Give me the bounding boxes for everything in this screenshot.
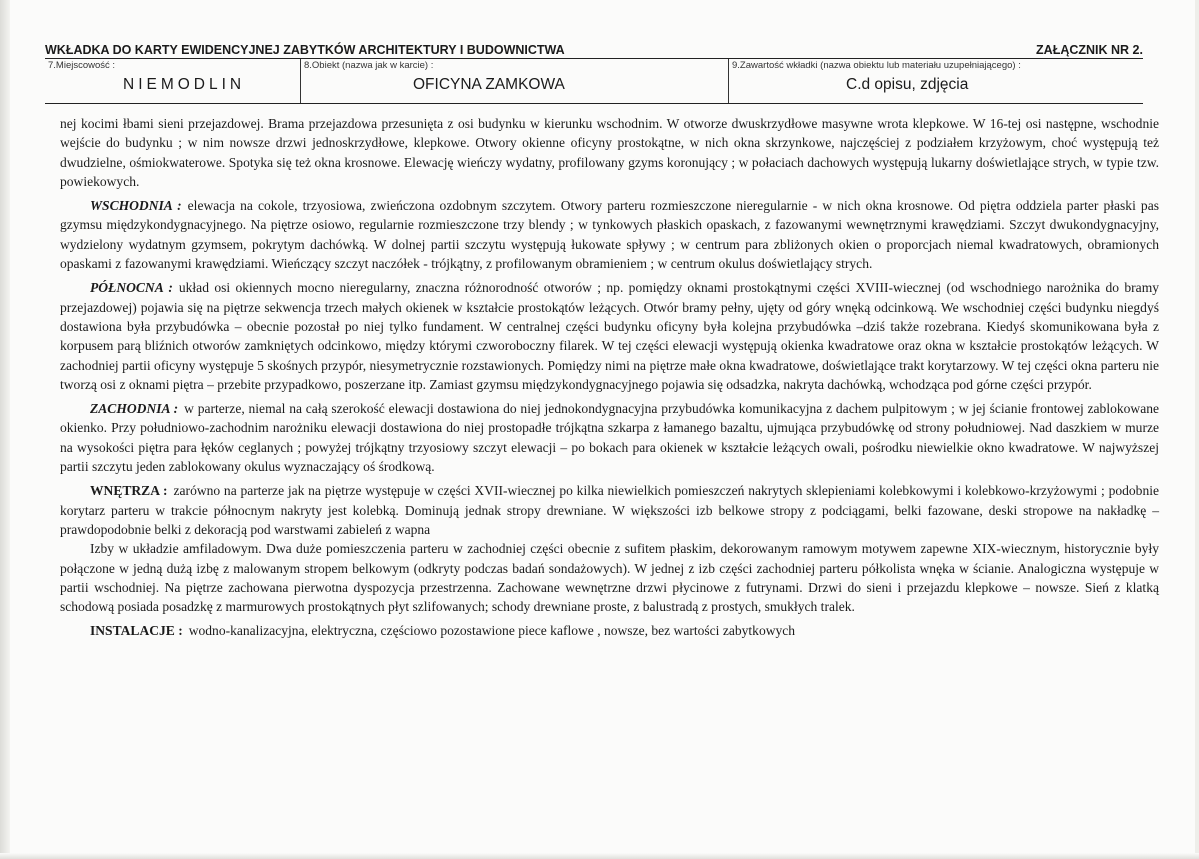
description-body — [60, 114, 1159, 641]
east-elevation-heading: WSCHODNIA : — [90, 198, 182, 214]
east-elevation-paragraph — [60, 196, 1159, 273]
annex-number: ZAŁĄCZNIK NR 2. — [1036, 43, 1143, 57]
installations-heading: INSTALACJE : — [90, 623, 183, 639]
north-elevation-paragraph — [60, 278, 1159, 394]
installations-paragraph — [60, 621, 1159, 640]
content-value: C.d opisu, zdjęcia — [846, 76, 969, 93]
scan-edge-left — [0, 0, 10, 859]
object-cell — [300, 59, 728, 103]
scan-edge-right — [1195, 0, 1199, 859]
installations-text: wodno-kanalizacyjna, elektryczna, częściowo pozostawione piece kaflowe , nowsze, bez wartości zabytkowych — [188, 623, 796, 639]
locality-label: 7.Miejscowość : — [48, 60, 116, 71]
interior-heading: WNĘTRZA : — [90, 483, 168, 499]
interior-text: zarówno na parterze jak na piętrze występuje w części XVII-wiecznej po kilka niewielkich pomieszczeń nakrytych sklepieniami kolebkowymi i kolebkowo-krzyżowymi ; podobnie korytarz parteru w trakcie północnym nakryty jest kolebką. Dominują jednak stropy drewniane. W większości izb belkowe stropy z podciągami, belki fazowane, deski stropowe na nakładkę – prawdopodobnie belki z dekoracją pod warstwami zabieleń z wapna — [60, 483, 1159, 537]
intro-paragraph: nej kocimi łbami sieni przejazdowej. Brama przejazdowa przesunięta z osi budynku w kierunku wschodnim. W otworze dwuskrzydłowe masywne wrota klepkowe. W 16-tej osi następne, wschodnie wejście do budynku ; w nim nowsze drzwi jednoskrzydłowe, klepkowe. Otwory okienne oficyny prostokątne, w nich okna skrzynkowe, najczęściej z podziałem krzyżowym, choć występują też dwudzielne, ośmiokwaterowe. Spotyka się też okna krosnowe. Elewację wieńczy wydatny, profilowany gzyms koronujący ; w połaciach dachowych występują lukarny doświetlające strych, w typie tzw. powiekowych. — [60, 116, 1159, 189]
content-label: 9.Zawartość wkładki (nazwa obiektu lub materiału uzupełniającego) : — [732, 60, 1021, 71]
object-value: OFICYNA ZAMKOWA — [413, 76, 565, 93]
north-elevation-heading: PÓŁNOCNA : — [90, 280, 173, 296]
west-elevation-heading: ZACHODNIA : — [90, 401, 179, 417]
interior-paragraph-2: Izby w układzie amfiladowym. Dwa duże pomieszczenia parteru w zachodniej części obecnie z sufitem płaskim, dekorowanym ramowym motywem zapewne XIX-wiecznym, historycznie były połączone w jedną dużą izbę z malowanym stropem belkowym (odkryty podczas badań sondażowych). W jednej z izb części zachodniej parteru półkolista wnęka w ścianie. Analogiczna występuje w partii wschodniej. Na piętrze zachowana pierwotna dyspozycja przestrzenna. Zachowane wewnętrzne drzwi płycinowe z futrynami. Drzwi do sieni i przejazdu klepkowe – nowsze. Sień z klatką schodową posiada posadzkę z marmurowych prostokątnych płyt szlifowanych; schody drewniane proste, z balustradą z prostych, smukłych tralek. — [60, 541, 1159, 615]
form-fields-row — [45, 58, 1143, 104]
north-elevation-text: układ osi okiennych mocno nieregularny, znaczna różnorodność otworów ; np. pomiędzy oknami prostokątnymi części XVIII-wiecznej (od wschodniego narożnika do bramy przejazdowej) pojawia się na piętrze sekwencja trzech małych okienek w kształcie prostokątów leżących. Otwór bramy pełny, ujęty od góry wnęką odcinkową. We wschodniej części budynku niegdyś dostawiona była przybudówka – obecnie pozostał po niej tylko fundament. W centralnej części budynku oficyny była kolejna przybudówka –dziś także rozebrana. Kiedyś skomunikowana była z korpusem parą bliźnich otworów zamkniętych odcinkowo, między którymi czworoboczny filarek. W tej części elewacji występują okienka kwadratowe oraz okna w kształcie prostokątów leżących. W zachodniej partii oficyny występuje 5 skośnych przypór, niesymetrycznie rozstawionych. Pomiędzy nimi na piętrze małe okna kwadratowe, doświetlające trakt korytarzowy. W tej części okna parteru nie tworzą osi z oknami piętra – przebite przypadkowo, poszerzane itp. Zamiast gzymsu międzykondygnacyjnego pojawia się odsadzka, nakryta dachówką, wchodząca pod górne części przypór. — [60, 280, 1160, 392]
scan-edge-bottom — [0, 853, 1199, 859]
object-label: 8.Obiekt (nazwa jak w karcie) : — [304, 60, 434, 71]
west-elevation-paragraph — [60, 399, 1159, 476]
west-elevation-text: w parterze, niemal na całą szerokość elewacji dostawiona do niej jednokondygnacyjna przybudówka komunikacyjna z dachem pulpitowym ; w jej ścianie frontowej zablokowane okienko. Przy południowo-zachodnim narożniku elewacji dostawiona do niej prostopadłe trójkątna szkarpa z łamanego bazaltu, ujmująca przybudówkę od strony południowej. Nad daszkiem w murze na wysokości piętra para łęków ceglanych ; powyżej trójkątny trzyosiowy szczyt elewacji – po bokach para okienek w kształcie leżących owali, pośrodku niewielkie okno kwadratowe. W najwyższej partii szczytu jeden zablokowany okulus wyznaczający oś środkową. — [60, 401, 1159, 475]
locality-value: NIEMODLIN — [123, 76, 246, 93]
interior-paragraph — [60, 481, 1159, 539]
locality-cell — [45, 59, 299, 103]
content-cell — [728, 59, 1144, 103]
form-title: WKŁADKA DO KARTY EWIDENCYJNEJ ZABYTKÓW ARCHITEKTURY I BUDOWNICTWA — [45, 43, 565, 57]
east-elevation-text: elewacja na cokole, trzyosiowa, zwieńczona ozdobnym szczytem. Otwory parteru rozmieszczone nieregularnie - w nich okna krosnowe. Od piętra oddziela parter płaski pas gzymsu międzykondygnacyjnego. Na piętrze osiowo, regularnie rozmieszczone trzy blendy ; w tynkowych płaskich opaskach, z fazowanymi wewnętrznymi krawędziami. Szczyt dwukondygnacyjny, wydzielony wydatnym gzymsem, pokrytym dachówką. W dolnej partii szczytu występują łukowate spływy ; w centrum para zbliżonych okien o proporcjach niemal kwadratowych, obramionych opaskami z fazowanymi krawędziami. Wieńczący szczyt naczółek - trójkątny, z profilowanym obramieniem ; w centrum okulus doświetlający strych. — [60, 198, 1159, 272]
